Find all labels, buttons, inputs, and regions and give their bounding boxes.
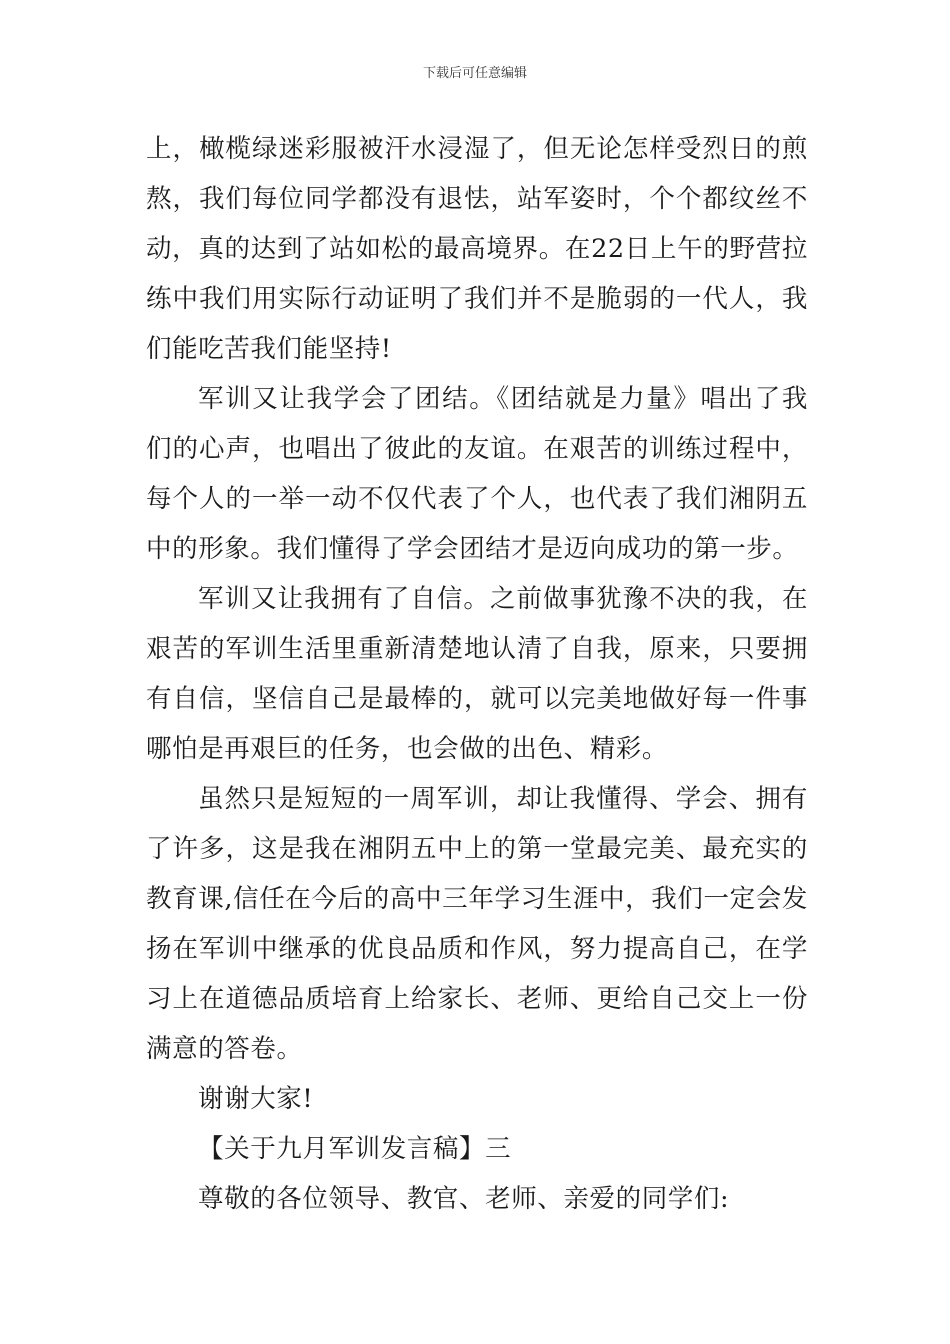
paragraph-2: 军训又让我学会了团结。《团结就是力量》唱出了我们的心声，也唱出了彼此的友谊。在艰苦的训练过程中，每个人的一举一动不仅代表了个人，也代表了我们湘阴五中的形象。我们懂得了学会团结才是迈向成功的第一步。: [146, 384, 808, 564]
paragraph-3: 军训又让我拥有了自信。之前做事犹豫不决的我，在艰苦的军训生活里重新清楚地认清了自我，原来，只要拥有自信，坚信自己是最棒的，就可以完美地做好每一件事哪怕是再艰巨的任务，也会做的出色、精彩。: [146, 584, 808, 764]
section-heading: 【关于九月军训发言稿】三: [198, 1134, 512, 1164]
page-header-note: 下载后可任意编辑: [422, 66, 527, 81]
paragraph-4: 虽然只是短短的一周军训，却让我懂得、学会、拥有了许多，这是我在湘阴五中上的第一堂最完美、最充实的教育课,信任在今后的高中三年学习生涯中，我们一定会发扬在军训中继承的优良品质和作风，努力提高自己，在学习上在道德品质培育上给家长、老师、更给自己交上一份满意的答卷。: [146, 784, 808, 1064]
salutation: 尊敬的各位领导、教官、老师、亲爱的同学们:: [198, 1184, 730, 1214]
closing-thanks: 谢谢大家!: [198, 1084, 314, 1114]
paragraph-1: 上，橄榄绿迷彩服被汗水浸湿了，但无论怎样受烈日的煎熬，我们每位同学都没有退怯，站军姿时，个个都纹丝不动，真的达到了站如松的最高境界。在22日上午的野营拉练中我们用实际行动证明了我们并不是脆弱的一代人，我们能吃苦我们能坚持!: [146, 134, 808, 364]
document-body: [146, 124, 808, 1224]
